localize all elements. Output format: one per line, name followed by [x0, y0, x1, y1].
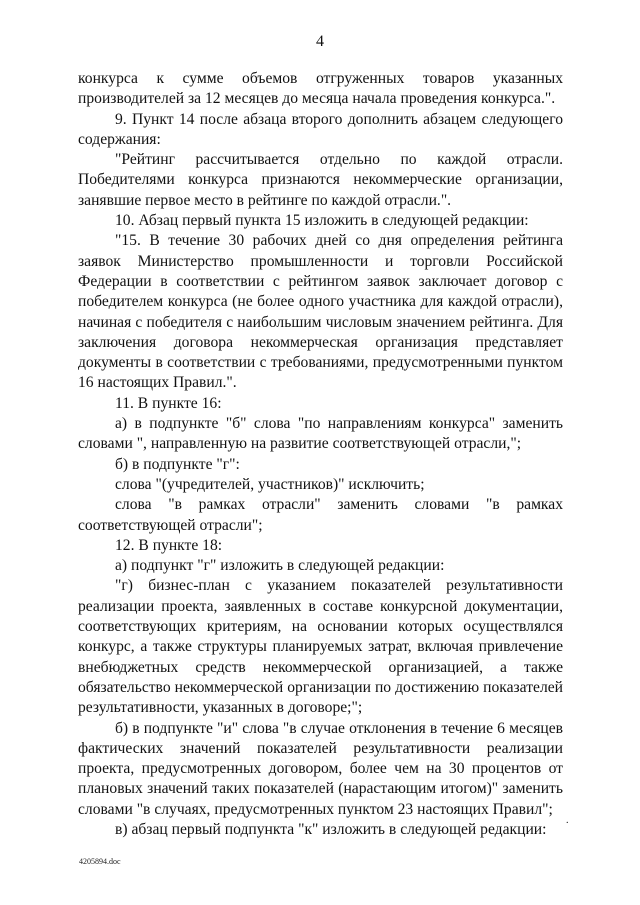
paragraph-clause-15-quote: "15. В течение 30 рабочих дней со дня определения рейтинга заявок Министерство промышленности и торговли Российской Федерации в соответствии с рейтингом заявок заключает договор с победителем конкурса (не более одного участника для каждой отрасли), начиная с победителя с наибольшим числовым значением рейтинга. Для заключения договора некоммерческая организация представляет документы в соответствии с требованиями, предусмотренными пунктом 16 настоящих Правил.".	[78, 232, 563, 392]
paragraph-sub-v-18: в) абзац первый подпункта "к" изложить в следующей редакции:	[115, 820, 547, 838]
paragraph-sub-b: б) в подпункте "г":	[115, 455, 240, 473]
paragraph-item-12: 12. В пункте 18:	[115, 536, 223, 554]
paragraph-words-exclude: слова "(учредителей, участников)" исключить;	[115, 475, 425, 493]
document-body	[78, 69, 563, 840]
paragraph-sub-a: а) в подпункте "б" слова "по направлениям конкурса" заменить словами ", направленную на развитие соответствующей отрасли,";	[78, 415, 563, 453]
paragraph-item-11: 11. В пункте 16:	[115, 394, 222, 412]
document-code: 4205894.doc	[79, 857, 121, 866]
paragraph-sub-a-18: а) подпункт "г" изложить в следующей редакции:	[115, 557, 445, 575]
page-number: 4	[316, 33, 324, 50]
paragraph-item-10: 10. Абзац первый пункта 15 изложить в следующей редакции:	[115, 212, 529, 230]
stray-mark: .	[566, 815, 569, 826]
paragraph-rating-quote: "Рейтинг рассчитывается отдельно по каждой отрасли. Победителями конкурса признаются некоммерческие организации, занявшие первое место в рейтинге по каждой отрасли.".	[78, 151, 563, 209]
paragraph-continuation: конкурса к сумме объемов отгруженных товаров указанных производителей за 12 месяцев до месяца начала проведения конкурса.".	[78, 70, 563, 108]
paragraph-sub-b-18: б) в подпункте "и" слова "в случае отклонения в течение 6 месяцев фактических значений показателей результативности реализации проекта, предусмотренных договором, более чем на 30 процентов от плановых значений таких показателей (нарастающим итогом)" заменить словами "в случаях, предусмотренных пунктом 23 настоящих Правил";	[78, 719, 563, 818]
paragraph-business-plan-quote: "г) бизнес-план с указанием показателей результативности реализации проекта, заявленных в составе конкурсной документации, соответствующих критериям, на основании которых осуществлялся конкурс, а также структуры планируемых затрат, включая привлечение внебюджетных средств некоммерческой организацией, а также обязательство некоммерческой организации по достижению показателей результативности, указанных в договоре;";	[78, 577, 563, 717]
paragraph-words-replace: слова "в рамках отрасли" заменить словами "в рамках соответствующей отрасли";	[78, 496, 563, 534]
paragraph-item-9: 9. Пункт 14 после абзаца второго дополнить абзацем следующего содержания:	[78, 110, 563, 148]
